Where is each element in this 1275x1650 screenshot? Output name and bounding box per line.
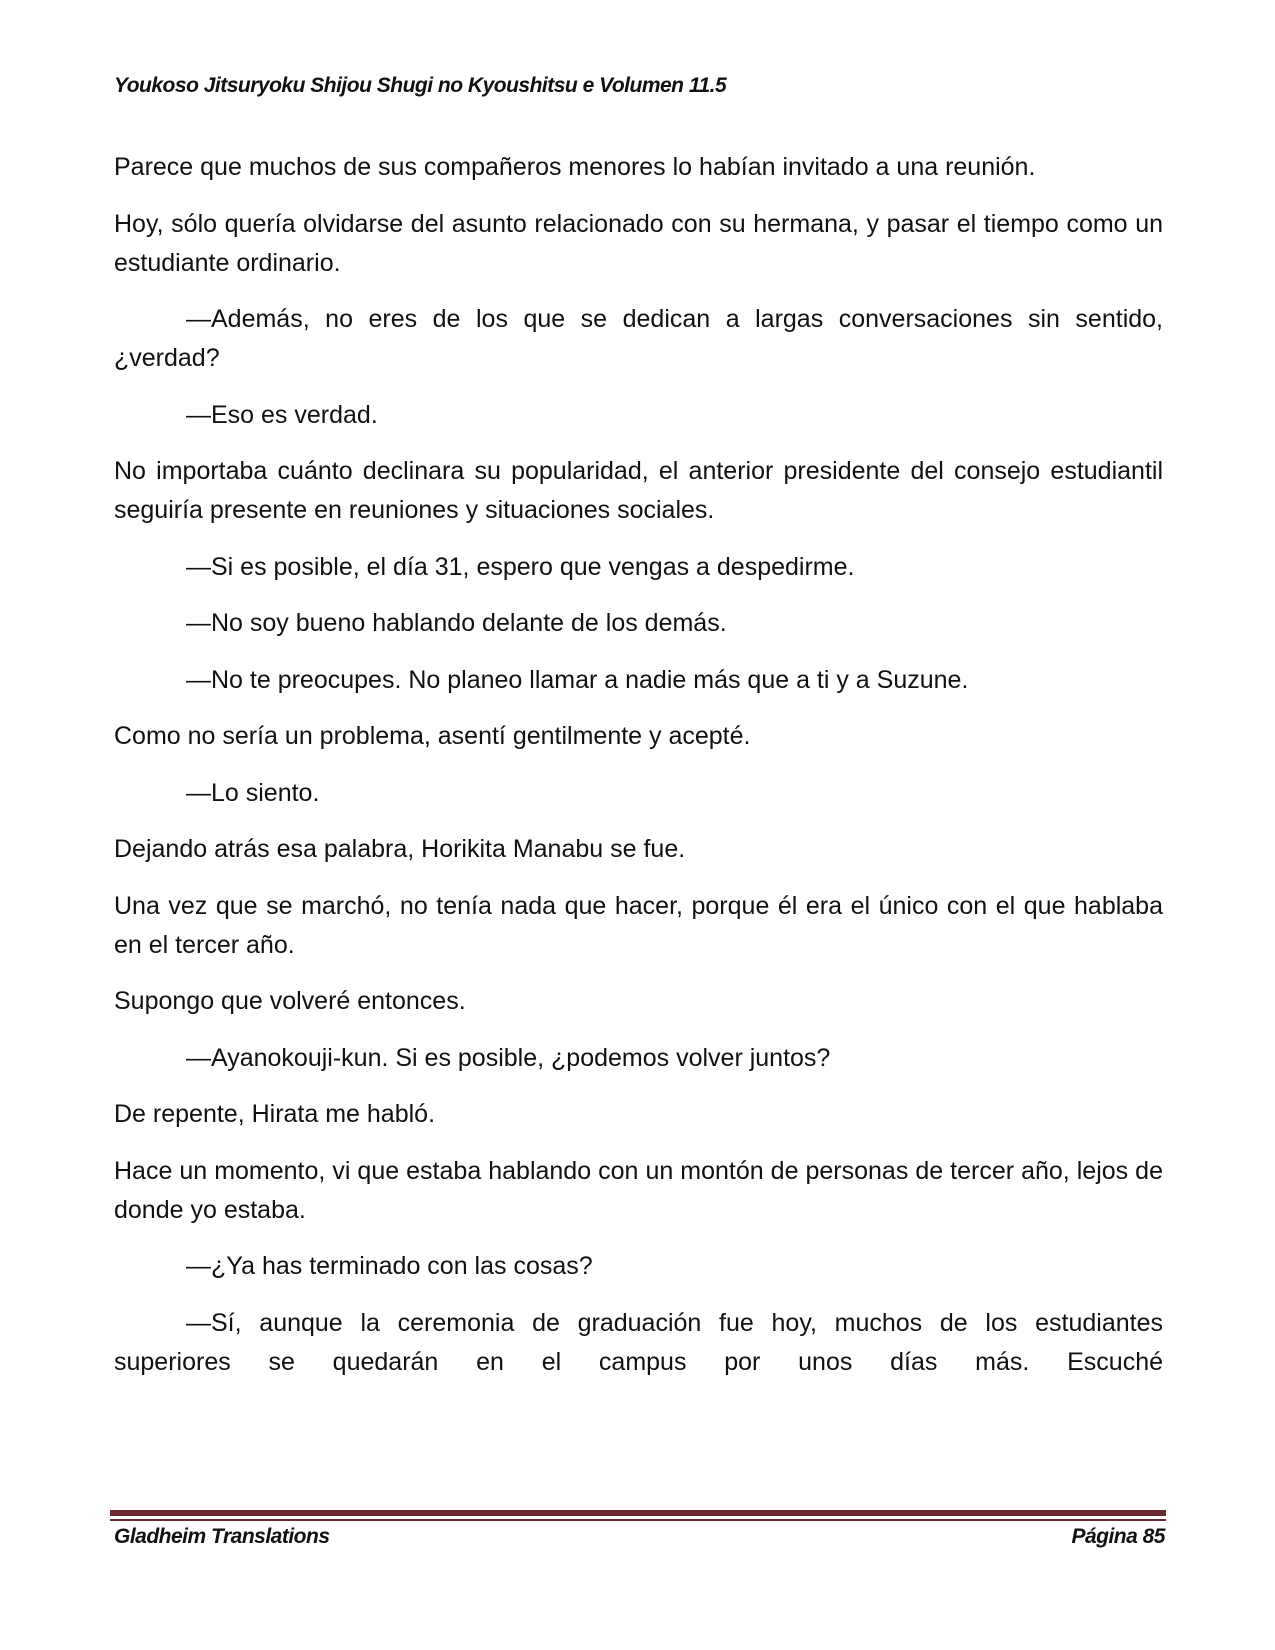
dialogue-paragraph: —Sí, aunque la ceremonia de graduación fue hoy, muchos de los estudiantes superiores se quedarán en el campus por unos días más. Escuché [114,1308,1163,1376]
paragraph: Como no sería un problema, asentí gentilmente y acepté. [114,722,751,750]
dialogue-paragraph: —Lo siento. [186,778,320,807]
dialogue-paragraph: —¿Ya has terminado con las cosas? [186,1252,593,1280]
dialogue-paragraph: —No soy bueno hablando delante de los demás. [186,609,727,637]
paragraph: Hoy, sólo quería olvidarse del asunto relacionado con su hermana, y pasar el tiempo como un estudiante ordinario. [114,209,1163,277]
footer-credit: Gladheim Translations [114,1525,330,1548]
dialogue-paragraph: —Ayanokouji-kun. Si es posible, ¿podemos volver juntos? [186,1043,831,1072]
page-body [114,148,1163,1399]
paragraph: Supongo que volveré entonces. [114,987,466,1015]
dialogue-paragraph: —Además, no eres de los que se dedican a largas conversaciones sin sentido, ¿verdad? [114,305,1163,372]
footer-rule-thick [110,1510,1166,1516]
dialogue-paragraph: —Eso es verdad. [186,400,378,429]
paragraph: No importaba cuánto declinara su popularidad, el anterior presidente del consejo estudiantil seguiría presente en reuniones y situaciones sociales. [114,457,1163,524]
dialogue-paragraph: —No te preocupes. No planeo llamar a nadie más que a ti y a Suzune. [186,665,969,694]
page-number: Página 85 [1071,1525,1165,1548]
paragraph: Una vez que se marchó, no tenía nada que hacer, porque él era el único con el que hablaba en el tercer año. [114,891,1163,959]
paragraph: Hace un momento, vi que estaba hablando con un montón de personas de tercer año, lejos de donde yo estaba. [114,1156,1163,1224]
running-header: Youkoso Jitsuryoku Shijou Shugi no Kyoushitsu e Volumen 11.5 [114,74,727,97]
paragraph: Parece que muchos de sus compañeros menores lo habían invitado a una reunión. [114,153,1036,181]
dialogue-paragraph: —Si es posible, el día 31, espero que vengas a despedirme. [186,552,855,581]
footer-rule-thin [110,1519,1166,1521]
paragraph: De repente, Hirata me habló. [114,1100,436,1128]
paragraph: Dejando atrás esa palabra, Horikita Manabu se fue. [114,835,686,863]
